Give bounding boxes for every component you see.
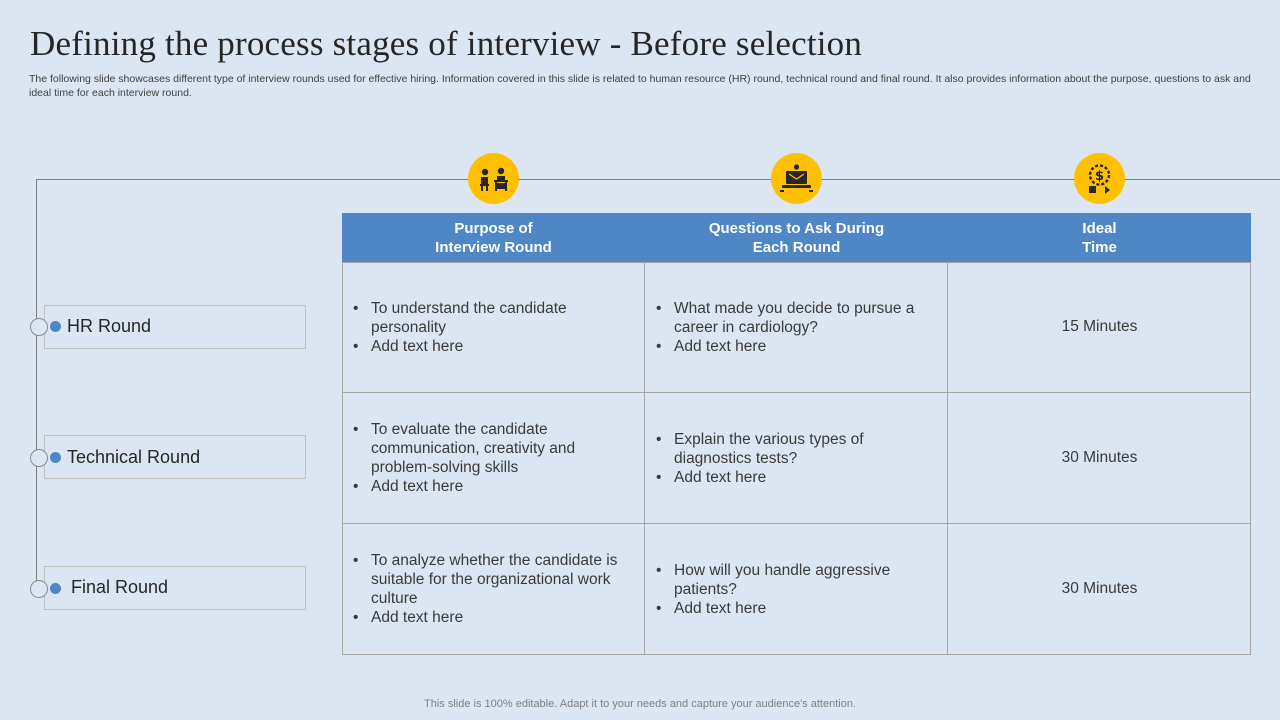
purpose-cell-final <box>342 524 645 654</box>
interview-icon <box>468 153 519 204</box>
page-subtitle: The following slide showcases different type of interview rounds used for effective hiring. Information covered in this slide is related to human resource (HR) round, technical round and final round. It also provides information about the purpose, questions to ask and ideal time for each interview round. <box>29 73 1251 99</box>
time-cell-technical: 30 Minutes <box>1061 449 1138 466</box>
purpose-cell-technical <box>342 393 645 523</box>
connector-ring <box>30 318 48 336</box>
list-item: • To evaluate the candidate communication, creativity and problem-solving skills <box>371 420 627 477</box>
list-item: • To analyze whether the candidate is suitable for the organizational work culture <box>371 551 627 608</box>
list-item: • Add text here <box>371 477 627 496</box>
list-item: • Add text here <box>674 337 930 356</box>
table-header <box>342 213 1251 262</box>
connector-ring <box>30 449 48 467</box>
svg-text:$: $ <box>1094 169 1105 184</box>
list-item: • To understand the candidate personality <box>371 299 627 337</box>
page-title: Defining the process stages of interview - Before selection <box>30 24 863 63</box>
footer-note: This slide is 100% editable. Adapt it to your needs and capture your audience's attention. <box>424 698 856 710</box>
list-item: • Add text here <box>371 337 627 356</box>
list-item: • Add text here <box>674 468 930 487</box>
time-cell-hr: 15 Minutes <box>1061 318 1138 335</box>
header-purpose: Purpose of Interview Round <box>435 219 552 256</box>
questions-cell-technical <box>645 393 948 523</box>
header-questions: Questions to Ask During Each Round <box>708 219 885 256</box>
round-label-final: Final Round <box>71 577 169 597</box>
connector-ring <box>30 580 48 598</box>
list-item: • Add text here <box>371 608 627 627</box>
round-label-hr: HR Round <box>67 316 152 336</box>
money-time-icon <box>1074 153 1125 204</box>
round-dot <box>50 583 61 594</box>
questions-cell-hr <box>645 262 948 392</box>
round-dot <box>50 321 61 332</box>
list-item: • Explain the various types of diagnostics tests? <box>674 430 930 468</box>
header-ideal-time: Ideal Time <box>1082 219 1117 256</box>
time-cell-final: 30 Minutes <box>1061 580 1138 597</box>
laptop-email-icon <box>771 153 822 204</box>
list-item: • What made you decide to pursue a career in cardiology? <box>674 299 930 337</box>
list-item: • How will you handle aggressive patients? <box>674 561 930 599</box>
round-label-technical: Technical Round <box>67 447 201 467</box>
round-dot <box>50 452 61 463</box>
list-item: • Add text here <box>674 599 930 618</box>
left-connector-line <box>36 179 37 589</box>
questions-cell-final <box>645 524 948 654</box>
purpose-cell-hr <box>342 262 645 392</box>
